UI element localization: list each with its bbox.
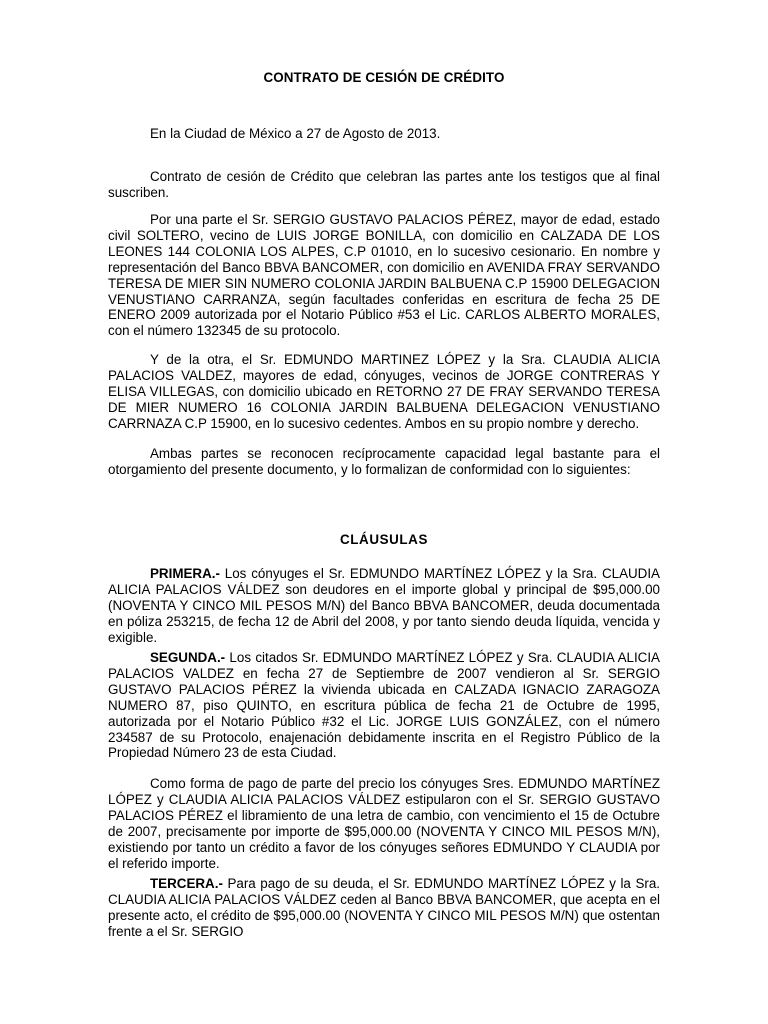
clause-primera [108,566,660,646]
intro-paragraph: Contrato de cesión de Crédito que celebran las partes ante los testigos que al final suscriben. [108,169,660,200]
clause-primera-label: PRIMERA.- [150,566,220,581]
clause-segunda-label: SEGUNDA.- [150,650,226,665]
party-one-paragraph: Por una parte el Sr. SERGIO GUSTAVO PALACIOS PÉREZ, mayor de edad, estado civil SOLTERO, vecino de LUIS JORGE BONILLA, con domicilio en CALZADA DE LOS LEONES 144 COLONIA LOS ALPES, C.P 01010, en lo sucesivo cesionario. En nombre y representación del Banco BBVA BANCOMER, con domicilio en AVENIDA FRAY SERVANDO TERESA DE MIER SIN NUMERO COLONIA JARDIN BALBUENA C.P 15900 DELEGACION VENUSTIANO CARRANZA, según facultades conferidas en escritura de fecha 25 DE ENERO 2009 autorizada por el Notario Público #53 el Lic. CARLOS ALBERTO MORALES, con el número 132345 de su protocolo. [108,212,660,339]
clause-tercera-text: Para pago de su deuda, el Sr. EDMUNDO MARTÍNEZ LÓPEZ y la Sra. CLAUDIA ALICIA PALACIOS VÁLDEZ ceden al Banco BBVA BANCOMER, que acepta en el presente acto, el crédito de $95,000.00 (NOVENTA Y CINCO MIL PESOS M/N) que ostentan frente a el Sr. SERGIO [108,876,660,939]
clause-segunda-text: Los citados Sr. EDMUNDO MARTÍNEZ LÓPEZ y Sra. CLAUDIA ALICIA PALACIOS VALDEZ en fecha 27 de Septiembre de 2007 vendieron al Sr. SERGIO GUSTAVO PALACIOS PÉREZ la vivienda ubicada en CALZADA IGNACIO ZARAGOZA NUMERO 87, piso QUINTO, en escritura pública de fecha 21 de Octubre de 1995, autorizada por el Notario Público #32 el Lic. JORGE LUIS GONZÁLEZ, con el número 234587 de su Protocolo, enajenación debidamente inscrita en el Registro Público de la Propiedad Número 23 de esta Ciudad. [108,650,660,761]
date-line: En la Ciudad de México a 27 de Agosto de 2013. [150,126,441,141]
party-two-paragraph: Y de la otra, el Sr. EDMUNDO MARTINEZ LÓPEZ y la Sra. CLAUDIA ALICIA PALACIOS VALDEZ, mayores de edad, cónyuges, vecinos de JORGE CONTRERAS Y ELISA VILLEGAS, con domicilio ubicado en RETORNO 27 DE FRAY SERVANDO TERESA DE MIER NUMERO 16 COLONIA JARDIN BALBUENA DELEGACION VENUSTIANO CARRNAZA C.P 15900, en lo sucesivo cedentes. Ambos en su propio nombre y derecho. [108,352,660,431]
recognition-paragraph: Ambas partes se reconocen recíprocamente capacidad legal bastante para el otorgamiento del presente documento, y lo formalizan de conformidad con lo siguientes: [108,446,660,477]
payment-paragraph: Como forma de pago de parte del precio los cónyuges Sres. EDMUNDO MARTÍNEZ LÓPEZ y CLAUDIA ALICIA PALACIOS VÁLDEZ estipularon con el Sr. SERGIO GUSTAVO PALACIOS PÉREZ el libramiento de una letra de cambio, con vencimiento el 15 de Octubre de 2007, precisamente por importe de $95,000.00 (NOVENTA Y CINCO MIL PESOS M/N), existiendo por tanto un crédito a favor de los cónyuges señores EDMUNDO Y CLAUDIA por el referido importe. [108,776,660,871]
clause-segunda [108,650,660,761]
clause-tercera [108,876,660,940]
clause-tercera-label: TERCERA.- [150,876,223,891]
clauses-heading: CLÁUSULAS [340,532,428,547]
document-title: CONTRATO DE CESIÓN DE CRÉDITO [263,70,505,85]
clause-primera-text: Los cónyuges el Sr. EDMUNDO MARTÍNEZ LÓPEZ y la Sra. CLAUDIA ALICIA PALACIOS VÁLDEZ son deudores en el importe global y principal de $95,000.00 (NOVENTA Y CINCO MIL PESOS M/N) del Banco BBVA BANCOMER, deuda documentada en póliza 253215, de fecha 12 de Abril del 2008, y por tanto siendo deuda líquida, vencida y exigible. [108,566,660,645]
